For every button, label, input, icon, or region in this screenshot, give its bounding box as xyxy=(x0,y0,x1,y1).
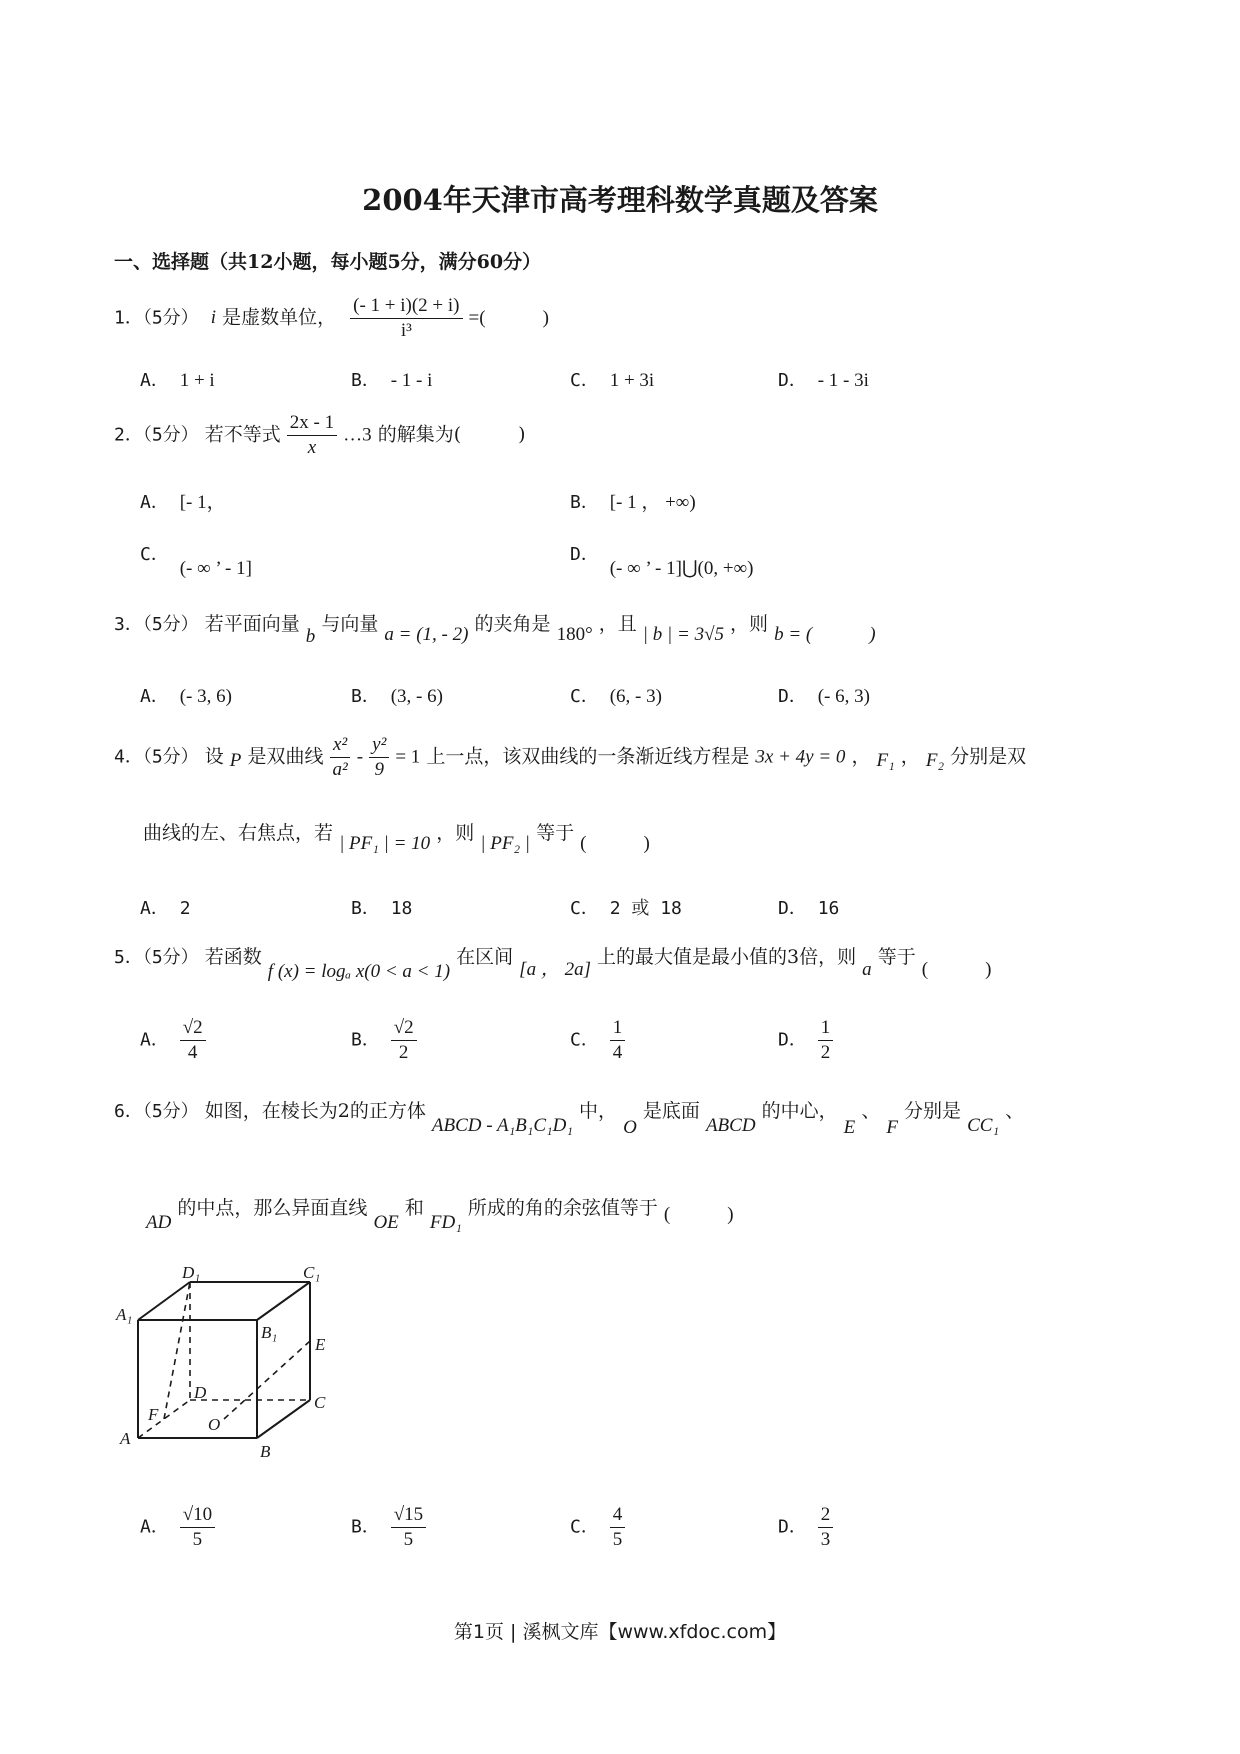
question-text: 的解集为( ) xyxy=(377,423,526,446)
segment-oe xyxy=(224,1341,310,1419)
pf1-expr: | PF₁ | = 10 xyxy=(339,833,431,854)
option-label: C． xyxy=(570,686,599,707)
question-text: 的中心， xyxy=(761,1100,838,1122)
option-value: 16 xyxy=(817,898,840,919)
fraction xyxy=(610,1505,626,1550)
option-value: (- ∞ ’ - 1] xyxy=(179,558,252,579)
question-text: 上一点，该双曲线的一条渐近线方程是 xyxy=(426,745,750,768)
question-number: 5．（5分） xyxy=(114,947,199,968)
option-b[interactable] xyxy=(351,682,443,708)
option-label: B． xyxy=(351,898,380,919)
point-o: O xyxy=(623,1117,637,1138)
question-number: 4．（5分） xyxy=(114,746,199,768)
denominator: 5 xyxy=(612,1528,623,1550)
line-fd1: FD₁ xyxy=(429,1212,462,1233)
question-4 xyxy=(114,735,1026,780)
option-label: C． xyxy=(570,1516,599,1538)
focus-f1: F₁ xyxy=(876,750,895,772)
option-value: (- 6, 3) xyxy=(817,686,870,707)
label-d1: D₁ xyxy=(182,1263,201,1282)
page-footer: 第1页 | 溪枫文库【www.xfdoc.com】 xyxy=(453,1621,787,1643)
question-number: 2．（5分） xyxy=(114,424,199,446)
denominator: a² xyxy=(332,758,348,780)
option-value: - 1 - i xyxy=(390,370,433,391)
question-4-line-2 xyxy=(143,818,650,854)
point-e: E xyxy=(843,1117,856,1138)
fraction xyxy=(180,1018,206,1063)
question-text: 在区间 xyxy=(456,946,514,968)
label-a: A xyxy=(120,1429,131,1448)
question-number: 1．（5分） xyxy=(114,307,199,329)
separator: 、 xyxy=(861,1100,881,1122)
option-value: [- 1 ， +∞) xyxy=(609,492,696,513)
question-text: 上的最大值是最小值的3倍，则 xyxy=(597,946,857,968)
edge-ad: AD xyxy=(146,1212,172,1233)
option-c[interactable] xyxy=(570,1505,625,1550)
label-e: E xyxy=(315,1335,326,1354)
edge-a1d1 xyxy=(138,1282,190,1320)
equals-one: = 1 xyxy=(395,746,421,768)
option-label: A． xyxy=(140,492,169,513)
numerator: √2 xyxy=(180,1018,206,1041)
question-text: 若不等式 xyxy=(204,423,281,446)
option-label: A． xyxy=(140,1029,169,1051)
edge-b1c1 xyxy=(257,1282,310,1320)
numerator: √15 xyxy=(391,1505,426,1528)
option-label: C． xyxy=(570,370,599,391)
label-b: B xyxy=(260,1442,271,1461)
question-text: 若平面向量 xyxy=(204,613,300,635)
denominator: 5 xyxy=(403,1528,414,1550)
option-c[interactable] xyxy=(570,1018,625,1063)
label-b1: B₁ xyxy=(261,1323,278,1342)
modulus: | b | = 3√5 xyxy=(642,624,724,645)
option-b[interactable] xyxy=(351,1018,417,1063)
question-text: 与向量 xyxy=(321,613,379,635)
option-value: (3, - 6) xyxy=(390,686,443,707)
question-text: ，则 xyxy=(436,822,475,844)
edge-bc xyxy=(257,1400,310,1438)
pf2-expr: | PF₂ | xyxy=(480,833,531,854)
option-b[interactable] xyxy=(351,894,412,920)
option-label: C． xyxy=(570,1029,599,1051)
option-value: 1 + i xyxy=(179,370,215,391)
math-i: i xyxy=(210,307,217,329)
option-label: C． xyxy=(570,898,599,919)
section-heading: 一、选择题（共12小题，每小题5分，满分60分） xyxy=(114,251,542,273)
fraction xyxy=(350,296,462,341)
question-text: 如图，在棱长为2的正方体 xyxy=(204,1100,426,1122)
line-oe: OE xyxy=(373,1212,399,1233)
page-title: 2004年天津市高考理科数学真题及答案 xyxy=(362,183,878,217)
option-value: (- 3, 6) xyxy=(179,686,232,707)
option-value: - 1 - 3i xyxy=(817,370,869,391)
label-d: D xyxy=(194,1383,207,1402)
option-label: D． xyxy=(778,686,807,707)
question-text: 是双曲线 xyxy=(247,745,324,768)
question-text: 所成的角的余弦值等于 xyxy=(467,1197,658,1219)
question-text: 分别是 xyxy=(904,1100,962,1122)
denominator: 5 xyxy=(192,1528,203,1550)
fraction xyxy=(391,1505,426,1550)
option-c[interactable] xyxy=(140,540,252,579)
fraction xyxy=(287,413,337,458)
label-c: C xyxy=(314,1393,326,1412)
fraction xyxy=(818,1505,834,1550)
numerator: √2 xyxy=(391,1018,417,1041)
option-label: C． xyxy=(140,544,169,565)
cube-diagram xyxy=(110,1250,350,1470)
label-o: O xyxy=(208,1415,221,1434)
b-expr: b = ( ) xyxy=(774,624,876,645)
option-a[interactable] xyxy=(140,682,232,708)
option-b[interactable] xyxy=(351,1505,426,1550)
option-label: B． xyxy=(570,492,599,513)
cube-name: ABCD - A₁B₁C₁D₁ xyxy=(431,1115,573,1136)
label-a1: A₁ xyxy=(116,1305,133,1324)
option-label: A． xyxy=(140,898,169,919)
fraction xyxy=(610,1018,626,1063)
question-text: ，则 xyxy=(730,613,769,635)
numerator: 1 xyxy=(818,1018,834,1041)
denominator: 2 xyxy=(398,1041,409,1063)
question-1 xyxy=(114,296,549,341)
option-label: A． xyxy=(140,1516,169,1538)
segment-fd1 xyxy=(164,1282,190,1419)
denominator: x xyxy=(307,436,317,458)
label-f: F xyxy=(148,1405,159,1424)
numerator: (- 1 + i)(2 + i) xyxy=(350,296,462,319)
numerator: x² xyxy=(330,735,350,758)
answer-paren: ( ) xyxy=(663,1204,734,1225)
option-a[interactable] xyxy=(140,1505,215,1550)
option-label: A． xyxy=(140,686,169,707)
minus-sign: - xyxy=(356,746,364,768)
fraction xyxy=(330,735,351,780)
option-c[interactable] xyxy=(570,366,654,392)
denominator: i³ xyxy=(400,319,412,341)
numerator: 2 xyxy=(818,1505,834,1528)
fraction xyxy=(369,735,389,780)
angle: 180° xyxy=(556,624,593,645)
numerator: √10 xyxy=(180,1505,215,1528)
option-d[interactable] xyxy=(778,682,870,708)
option-a[interactable] xyxy=(140,487,226,514)
numerator: y² xyxy=(369,735,389,758)
denominator: 4 xyxy=(612,1041,623,1063)
question-text: 分别是双 xyxy=(950,745,1027,768)
relation: …3 xyxy=(343,424,372,446)
option-label: D． xyxy=(778,1029,807,1051)
answer-paren: ( ) xyxy=(580,833,650,854)
option-d[interactable] xyxy=(778,366,869,392)
numerator: 2x - 1 xyxy=(287,413,337,436)
label-c1: C₁ xyxy=(303,1263,321,1282)
option-label: B． xyxy=(351,1516,380,1538)
option-a[interactable] xyxy=(140,894,191,920)
variable-a: a xyxy=(862,959,872,980)
question-text: 若函数 xyxy=(204,946,262,968)
question-text: 设 xyxy=(204,745,224,768)
question-text: 和 xyxy=(404,1197,424,1219)
edge-cc1: CC₁ xyxy=(967,1115,1000,1136)
option-d[interactable] xyxy=(778,894,839,920)
option-value: [- 1， xyxy=(179,492,226,513)
option-label: D． xyxy=(778,370,807,391)
point-f: F xyxy=(886,1117,898,1138)
question-tail: =( ) xyxy=(468,307,549,329)
question-text: ， xyxy=(851,745,871,768)
question-text: 等于 xyxy=(877,946,916,968)
question-text: 的夹角是 xyxy=(474,613,551,635)
option-label: D． xyxy=(570,544,599,565)
option-value: 18 xyxy=(390,898,413,919)
base-name: ABCD xyxy=(705,1115,756,1136)
option-a[interactable] xyxy=(140,1018,206,1063)
denominator: 3 xyxy=(820,1528,831,1550)
asymptote: 3x + 4y = 0 xyxy=(755,746,846,768)
numerator: 1 xyxy=(610,1018,626,1041)
denominator: 4 xyxy=(187,1041,198,1063)
denominator: 9 xyxy=(374,758,384,780)
option-d[interactable] xyxy=(778,1505,833,1550)
question-5 xyxy=(114,942,992,982)
answer-paren: ( ) xyxy=(921,959,992,980)
option-label: A． xyxy=(140,370,169,391)
option-value: (- ∞ ’ - 1]⋃(0, +∞) xyxy=(609,558,754,579)
question-text: 的中点，那么异面直线 xyxy=(177,1197,368,1219)
question-number: 6．（5分） xyxy=(114,1101,199,1122)
option-value: (6, - 3) xyxy=(609,686,662,707)
question-text: ，且 xyxy=(598,613,637,635)
question-text: 中， xyxy=(579,1100,618,1122)
question-number: 3．（5分） xyxy=(114,614,199,635)
option-label: B． xyxy=(351,686,380,707)
question-text: 是虚数单位， xyxy=(222,306,337,329)
option-c[interactable] xyxy=(570,682,662,708)
option-b[interactable] xyxy=(351,366,432,392)
question-6-line-2 xyxy=(146,1193,734,1233)
option-value: 2 或 18 xyxy=(609,898,682,919)
option-a[interactable] xyxy=(140,366,215,392)
interval: [a ， 2a] xyxy=(519,959,591,980)
vector-a-expr: a = (1, - 2) xyxy=(384,624,469,645)
numerator: 4 xyxy=(610,1505,626,1528)
vector-b: b xyxy=(305,626,316,647)
point-p: P xyxy=(229,750,242,772)
question-text: 等于 xyxy=(536,822,575,844)
option-value: 2 xyxy=(179,898,191,919)
option-d[interactable] xyxy=(778,1018,833,1063)
fraction xyxy=(391,1018,417,1063)
function-expr: f (x) = logₐ x(0 < a < 1) xyxy=(267,961,451,982)
question-3 xyxy=(114,609,876,647)
option-label: B． xyxy=(351,1029,380,1051)
denominator: 2 xyxy=(820,1041,831,1063)
option-c[interactable] xyxy=(570,894,682,920)
option-value: 1 + 3i xyxy=(609,370,655,391)
option-label: B． xyxy=(351,370,380,391)
question-text: 曲线的左、右焦点，若 xyxy=(143,822,334,844)
question-text: 是底面 xyxy=(642,1100,700,1122)
fraction xyxy=(818,1018,834,1063)
question-2 xyxy=(114,413,526,458)
focus-f2: F₂ xyxy=(925,750,945,772)
separator: ， xyxy=(900,745,920,768)
option-b[interactable] xyxy=(570,487,696,514)
question-6 xyxy=(114,1096,1025,1138)
fraction xyxy=(180,1505,215,1550)
option-label: D． xyxy=(778,1516,807,1538)
separator: 、 xyxy=(1005,1100,1025,1122)
option-label: D． xyxy=(778,898,807,919)
option-d[interactable] xyxy=(570,540,754,579)
